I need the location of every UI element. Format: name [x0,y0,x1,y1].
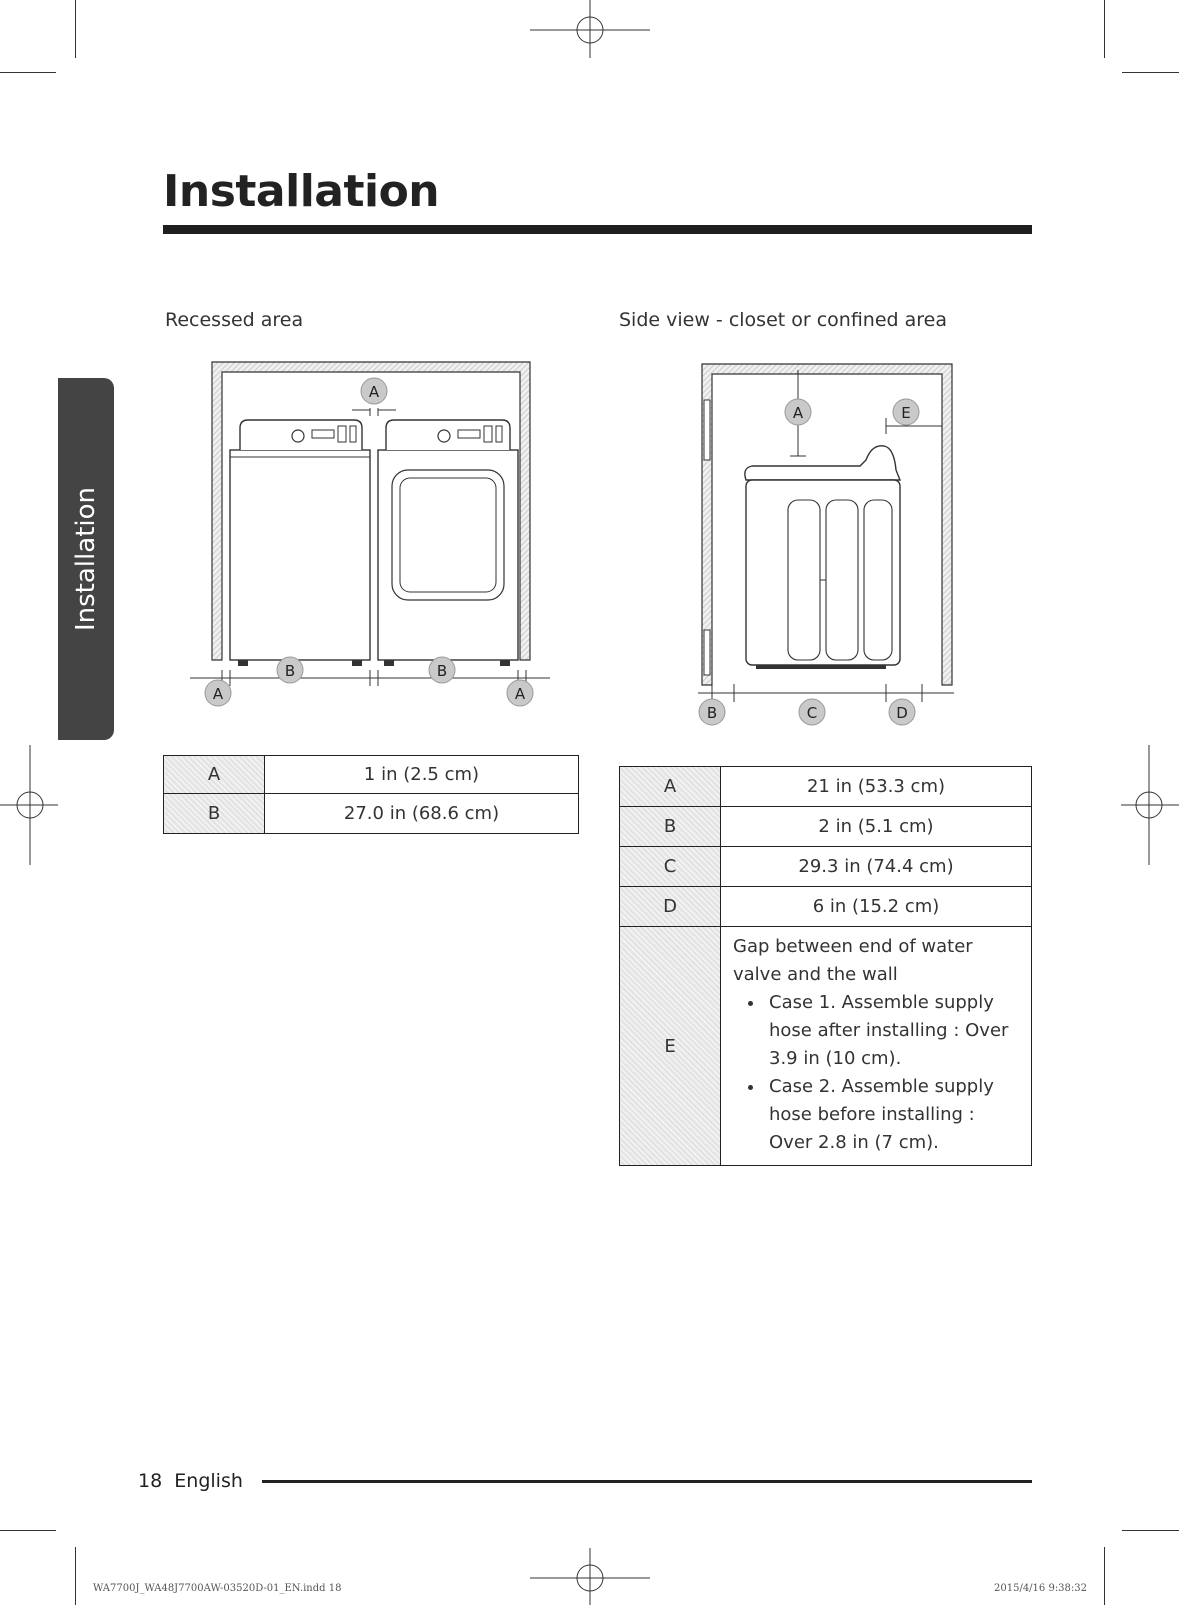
washer-left [230,420,370,666]
callout-letter: A [368,383,380,401]
side-tab-label: Installation [71,486,102,632]
title-rule [163,225,1032,234]
footer-rule [262,1480,1032,1483]
dimension-value [721,927,1032,1166]
callout-letter: A [792,404,804,422]
table-row [620,887,1032,927]
page-title: Installation [163,166,440,217]
table-row [620,767,1032,807]
dimension-key: E [620,927,721,1166]
crop-mark [1104,1547,1105,1605]
dimension-value: 6 in (15.2 cm) [721,887,1032,927]
dimension-value: 27.0 in (68.6 cm) [265,794,579,834]
side-view-diagram [690,360,970,730]
callout-letter: B [706,704,718,722]
dimension-key: B [620,807,721,847]
crop-mark [0,1530,56,1531]
side-view-dimension-table [619,766,1032,1166]
list-item: • Case 1. Assemble supply hose after installing : Over 3.9 in (10 cm). [765,989,1019,1073]
print-timestamp: 2015/4/16 9:38:32 [994,1583,1088,1594]
callout-letter: B [436,662,448,680]
registration-mark-top [530,0,650,60]
table-row [620,847,1032,887]
dimension-key: B [164,794,265,834]
dimension-value: 29.3 in (74.4 cm) [721,847,1032,887]
washer-right [378,420,518,666]
crop-mark [1122,72,1179,73]
washer-side [745,446,900,669]
crop-mark [1104,0,1105,58]
case-list [733,989,1019,1157]
dimension-value: 1 in (2.5 cm) [265,756,579,794]
recessed-dimension-table [163,755,579,834]
crop-mark [0,72,56,73]
file-slug: WA7700J_WA48J7700AW-03520D-01_EN.indd 18 [93,1583,342,1594]
recessed-area-label: Recessed area [165,309,304,331]
dimension-key: D [620,887,721,927]
registration-mark-bottom [530,1548,650,1605]
list-item: • Case 2. Assemble supply hose before installing : Over 2.8 in (7 cm). [765,1073,1019,1157]
table-row [164,794,579,834]
callout-letter: A [514,685,526,703]
registration-mark-left [0,745,60,865]
door-hinge [704,630,710,675]
table-row [620,807,1032,847]
crop-mark [1122,1530,1179,1531]
crop-mark [75,0,76,58]
page-footer [138,1470,243,1492]
dimension-value: 21 in (53.3 cm) [721,767,1032,807]
recessed-area-diagram [180,360,560,725]
side-view-label: Side view - closet or confined area [619,309,948,331]
callout-letter: C [806,704,818,722]
dimension-key: A [620,767,721,807]
table-row [164,756,579,794]
dimension-value: 2 in (5.1 cm) [721,807,1032,847]
side-tab-label-wrap [58,378,114,740]
crop-mark [75,1547,76,1605]
dimension-key: A [164,756,265,794]
registration-mark-right [1119,745,1179,865]
page-number: 18 [138,1470,163,1492]
dimension-key: C [620,847,721,887]
table-row [620,927,1032,1166]
callout-letter: B [284,662,296,680]
callout-letter: D [896,704,908,722]
callout-letter: A [212,685,224,703]
door-hinge [704,400,710,460]
gap-description: Gap between end of water valve and the wall [733,936,973,985]
footer-language: English [174,1470,243,1492]
callout-letter: E [901,404,911,422]
